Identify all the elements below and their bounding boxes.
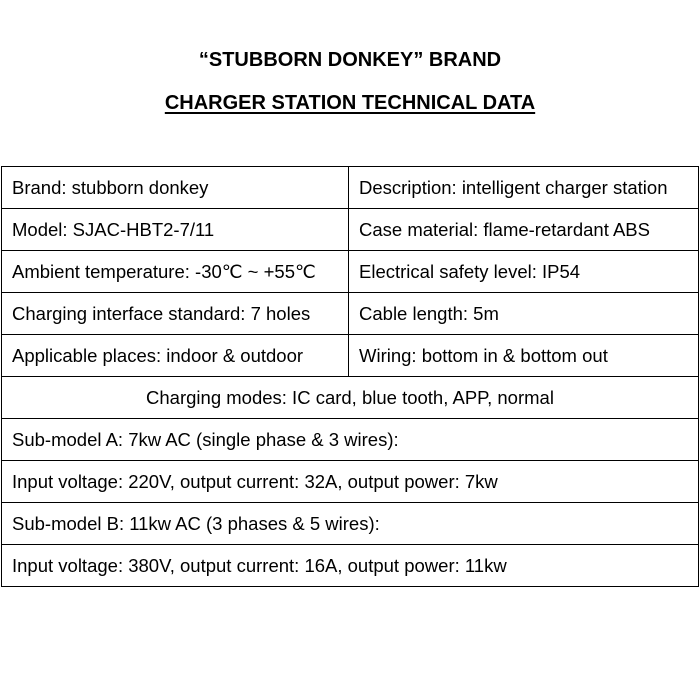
- charging-modes-cell: Charging modes: IC card, blue tooth, APP, normal: [2, 377, 699, 419]
- table-row: [2, 461, 699, 503]
- table-row: [2, 545, 699, 587]
- table-row: [2, 209, 699, 251]
- brand-heading: “STUBBORN DONKEY” BRAND: [198, 49, 502, 71]
- table-row: [2, 419, 699, 461]
- document-title: CHARGER STATION TECHNICAL DATA: [164, 92, 536, 114]
- wiring-cell: Wiring: bottom in & bottom out: [349, 335, 699, 377]
- table-row: [2, 377, 699, 419]
- model-cell: Model: SJAC-HBT2-7/11: [2, 209, 349, 251]
- safety-level-cell: Electrical safety level: IP54: [349, 251, 699, 293]
- description-cell: Description: intelligent charger station: [349, 167, 699, 209]
- case-material-cell: Case material: flame-retardant ABS: [349, 209, 699, 251]
- cable-length-cell: Cable length: 5m: [349, 293, 699, 335]
- table-row: [2, 503, 699, 545]
- charging-interface-cell: Charging interface standard: 7 holes: [2, 293, 349, 335]
- sub-model-a-specs-cell: Input voltage: 220V, output current: 32A, output power: 7kw: [2, 461, 699, 503]
- applicable-places-cell: Applicable places: indoor & outdoor: [2, 335, 349, 377]
- table-row: [2, 335, 699, 377]
- sub-model-b-specs-cell: Input voltage: 380V, output current: 16A, output power: 11kw: [2, 545, 699, 587]
- table-row: [2, 293, 699, 335]
- table-row: [2, 167, 699, 209]
- sub-model-b-heading-cell: Sub-model B: 11kw AC (3 phases & 5 wires):: [2, 503, 699, 545]
- brand-cell: Brand: stubborn donkey: [2, 167, 349, 209]
- technical-data-table: [1, 166, 699, 587]
- table-row: [2, 251, 699, 293]
- sub-model-a-heading-cell: Sub-model A: 7kw AC (single phase & 3 wires):: [2, 419, 699, 461]
- ambient-temperature-cell: Ambient temperature: -30℃ ~ +55℃: [2, 251, 349, 293]
